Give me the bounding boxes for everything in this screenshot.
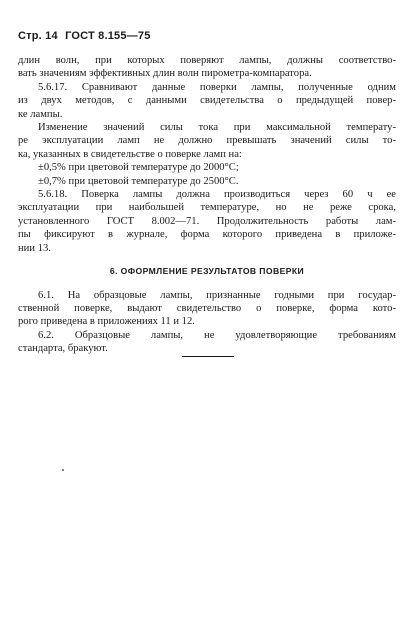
end-rule <box>182 356 234 357</box>
text-line: 6.2. Образцовые лампы, не удовлетворяющие требованиям <box>38 329 396 341</box>
paragraph-6-2 <box>18 329 396 356</box>
text-line: установленного ГОСТ 8.002—71. Продолжительность работы лам- <box>18 215 396 227</box>
paragraph-continuation <box>18 54 396 81</box>
paragraph-current-change <box>18 121 396 188</box>
scan-dot <box>62 469 64 471</box>
document-body <box>18 54 396 356</box>
text-line: ка, указанных в свидетельстве о поверке ламп на: <box>18 148 242 160</box>
text-line: из двух методов, с данными свидетельства о предыдущей повер- <box>18 95 396 107</box>
standard-code: ГОСТ 8.155—75 <box>65 30 151 42</box>
paragraph-6-1 <box>18 289 396 329</box>
text-line: рого приведена в приложениях 11 и 12. <box>18 316 195 328</box>
text-line: ±0,5% при цветовой температуре до 2000°С; <box>38 162 239 174</box>
text-line: пы фиксируют в журнале, форма которого приведена в приложе- <box>18 229 396 241</box>
text-line: вать значениям эффективных длин волн пирометра-компаратора. <box>18 68 312 80</box>
text-line: нии 13. <box>18 242 51 254</box>
text-line: ±0,7% при цветовой температуре до 2500°С. <box>38 175 239 187</box>
text-line: 6.1. На образцовые лампы, признанные годными при государ- <box>38 289 396 301</box>
text-line: ственной поверке, выдают свидетельство о поверке, форма кото- <box>18 302 396 314</box>
text-line: длин волн, при которых поверяют лампы, должны соответство- <box>18 55 396 66</box>
text-line: ре эксплуатации ламп не должно превышать значений силы то- <box>18 135 396 147</box>
page-number: Стр. 14 <box>18 30 58 42</box>
section-title: 6. ОФОРМЛЕНИЕ РЕЗУЛЬТАТОВ ПОВЕРКИ <box>109 266 305 277</box>
paragraph-5-6-17 <box>18 81 396 121</box>
text-line: эксплуатации при наибольшей температуре, но не реже срока, <box>18 202 396 214</box>
text-line: 5.6.18. Поверка лампы должна производиться через 60 ч ее <box>38 189 396 201</box>
text-line: стандарта, бракуют. <box>18 343 108 355</box>
text-line: ке лампы. <box>18 108 63 120</box>
page-header <box>18 30 155 42</box>
text-line: 5.6.17. Сравнивают данные поверки лампы, полученные одним <box>38 81 396 93</box>
text-line: Изменение значений силы тока при максимальной температу- <box>38 122 396 134</box>
paragraph-5-6-18 <box>18 188 396 255</box>
